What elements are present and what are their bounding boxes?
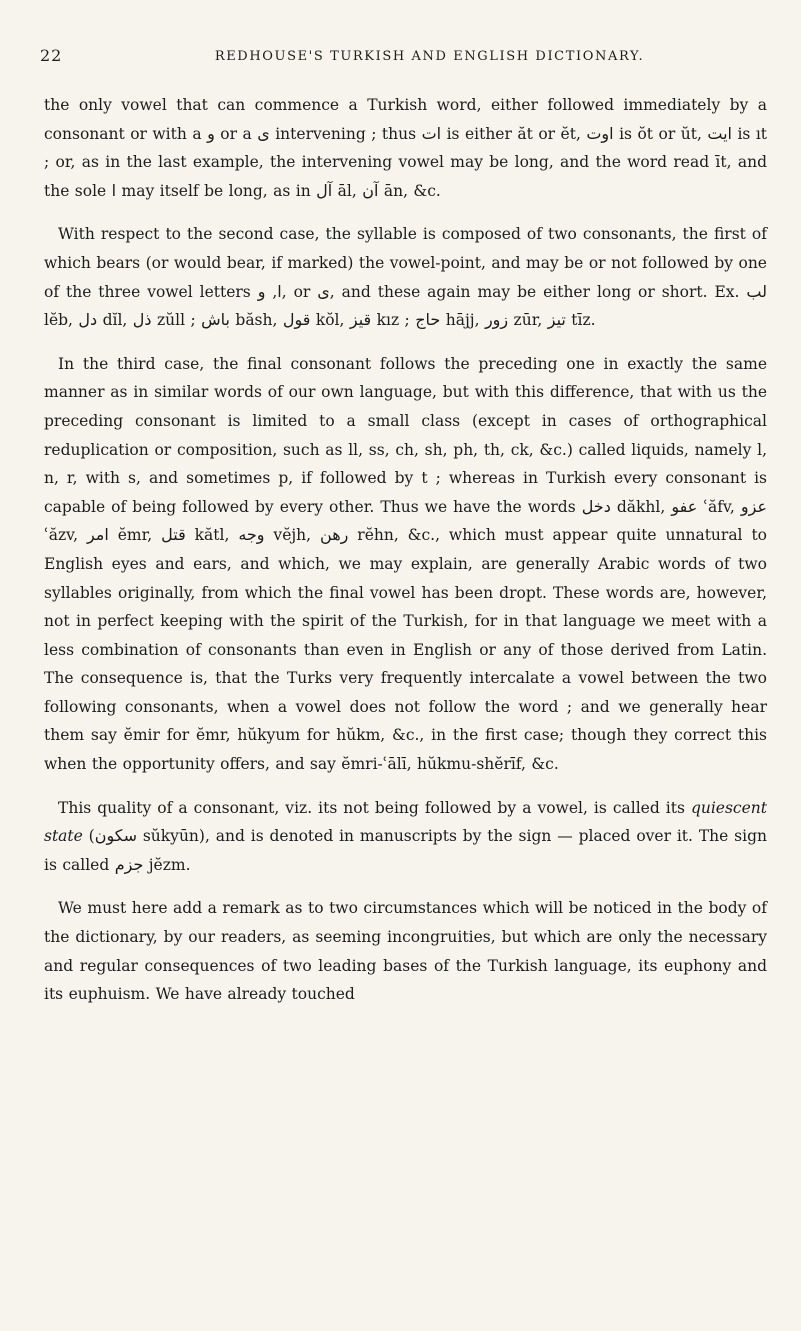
- arabic-word: ى: [257, 123, 270, 143]
- arabic-word: باش: [201, 310, 230, 330]
- text-run: With respect to the second case, the syllable is composed of two consonants, the first of which bears (or would bear, if marked) the vowel-point, and may be or not followed by one of the three vowel letters: [44, 225, 767, 301]
- text-run: hājj,: [440, 311, 485, 330]
- arabic-word: سكون: [94, 826, 137, 846]
- arabic-word: ا: [277, 281, 282, 301]
- arabic-word: رهن: [320, 525, 349, 545]
- text-run: kız ;: [371, 311, 416, 330]
- text-run: or a: [214, 124, 258, 143]
- running-title: REDHOUSE'S TURKISH AND ENGLISH DICTIONARY.: [214, 49, 645, 64]
- paragraph-2: [44, 220, 767, 334]
- arabic-word: ايت: [707, 123, 732, 143]
- arabic-word: و: [207, 123, 215, 143]
- text-run: is either ăt or ĕt,: [441, 124, 587, 143]
- text-run: ʿăfv,: [697, 497, 741, 516]
- text-run: zŭll ;: [151, 311, 202, 330]
- paragraph-3: [44, 350, 767, 779]
- italic-term: quiescent state: [44, 798, 767, 846]
- dictionary-page: [40, 46, 768, 1024]
- text-run: rĕhn, &c., which must appear quite unnatural to English eyes and ears, and which, we may explain, are generally Arabic words of two syllables originally, from which the final vowel has been dropt. These words are, however, not in perfect keeping with the spirit of the Turkish, for in that language we meet with a less combination of consonants than even in English or any of those derived from Latin. The consequence is, that the Turks very frequently intercalate a vowel between the two following consonants, when a vowel does not follow the word ; and we generally hear them say ĕmir for ĕmr, hŭkyum for hŭkm, &c., in the first case; though they correct this when the opportunity offers, and say ĕmri-ʿālī, hŭkmu-shĕrīf, &c.: [44, 526, 767, 774]
- text-run: sŭkyūn), and is denoted in manuscripts by the sign — placed over it. The sign is called: [44, 827, 767, 874]
- running-head: [40, 46, 767, 68]
- body-text: [44, 91, 767, 1009]
- arabic-word: قيز: [349, 310, 372, 330]
- arabic-word: دل: [78, 310, 98, 330]
- arabic-word: دخل: [581, 496, 611, 516]
- arabic-word: قتل: [161, 525, 186, 545]
- arabic-word: عزو: [740, 496, 767, 516]
- text-run: the only vowel that can commence a Turkish word, either followed immediately by a consonant or with a: [44, 96, 767, 143]
- text-run: , or: [281, 282, 318, 301]
- text-run: may itself be long, as in: [116, 181, 317, 200]
- text-run: jĕzm.: [143, 855, 191, 874]
- arabic-word: امر: [86, 525, 109, 545]
- text-run: băsh,: [229, 311, 283, 330]
- text-run: We must here add a remark as to two circumstances which will be noticed in the body of the dictionary, by our readers, as seeming incongruities, but which are only the necessary and regular consequences of two leading bases of the Turkish language, its euphony and its euphuism. We have already touched: [44, 899, 767, 1004]
- arabic-word: حاج: [415, 310, 441, 330]
- arabic-word: آن: [362, 180, 379, 200]
- text-run: (: [82, 827, 95, 846]
- arabic-word: زور: [484, 310, 509, 330]
- text-run: ʿăzv,: [44, 526, 87, 545]
- paragraph-5: [44, 894, 767, 1008]
- text-run: is ŏt or ŭt,: [613, 124, 708, 143]
- paragraph-4: [44, 794, 767, 880]
- text-run: This quality of a consonant, viz. its not being followed by a vowel, is called its: [58, 798, 691, 817]
- text-run: kŏl,: [310, 311, 350, 330]
- text-run: is ıt ; or, as in the last example, the intervening vowel may be long, and the word read īt, and the sole: [44, 124, 768, 200]
- arabic-word: و: [257, 281, 266, 301]
- text-run: ān, &c.: [378, 181, 441, 200]
- text-run: In the third case, the final consonant follows the preceding one in exactly the same manner as in similar words of our own language, but with this difference, that with us the preceding consonant is limited to a small class (except in cases of orthographical reduplication or composition, such as ll, ss, ch, sh, ph, th, ck, &c.) called liquids, namely l, n, r, with s, and sometimes p, if followed by t ; whereas in Turkish every consonant is capable of being followed by every other. Thus we have the words: [44, 354, 767, 516]
- arabic-word: آل: [316, 180, 333, 200]
- text-run: tīz.: [565, 311, 596, 330]
- arabic-word: عفو: [671, 496, 698, 516]
- arabic-word: اوت: [586, 123, 614, 143]
- paragraph-1: [44, 91, 767, 205]
- text-run: lĕb,: [44, 311, 79, 330]
- text-run: vĕjh,: [264, 526, 321, 545]
- text-run: ĕmr,: [108, 526, 162, 545]
- arabic-word: جزم: [114, 854, 144, 874]
- text-run: āl,: [332, 181, 363, 200]
- arabic-word: ذل: [132, 310, 152, 330]
- arabic-word: ى: [317, 281, 330, 301]
- text-run: dĭl,: [97, 311, 133, 330]
- text-run: dăkhl,: [610, 497, 672, 516]
- page-number: 22: [40, 46, 63, 65]
- text-run: ,: [265, 282, 278, 301]
- text-run: , and these again may be either long or short. Ex.: [329, 282, 747, 301]
- arabic-word: ا: [111, 180, 117, 200]
- text-run: intervening ; thus: [269, 124, 422, 143]
- text-run: kătl,: [185, 526, 239, 545]
- arabic-word: وجه: [238, 525, 265, 545]
- arabic-word: تيز: [547, 310, 566, 330]
- arabic-word: لب: [746, 281, 768, 301]
- text-run: zūr,: [508, 311, 548, 330]
- arabic-word: ات: [421, 123, 442, 143]
- arabic-word: قول: [282, 310, 311, 330]
